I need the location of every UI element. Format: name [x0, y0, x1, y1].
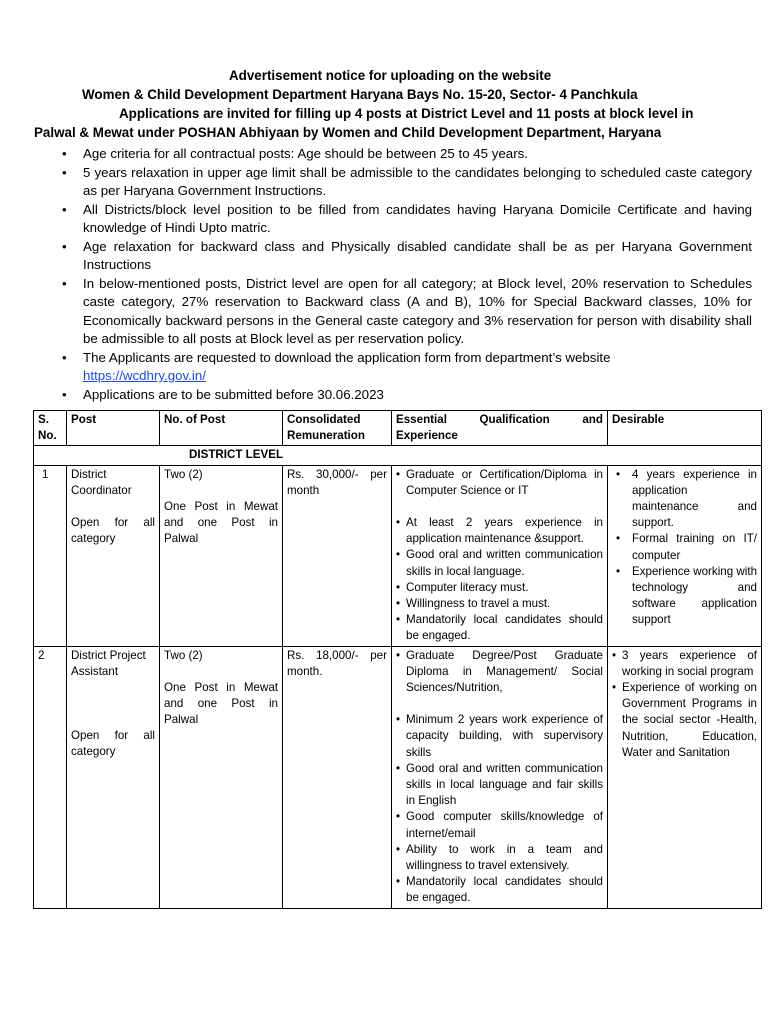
row-essential-qualification: • Graduate or Certification/Diploma in Computer Science or IT • At least 2 years experience in application maintenance &support. • Good oral and written communication skills in local language. • Computer literacy must. • Willingness to travel a must. • Mandatorily local candidates should be engaged.: [392, 465, 608, 646]
row-number-of-posts: Two (2) One Post in Mewat and one Post in Palwal: [160, 646, 283, 908]
section-row: [34, 446, 762, 465]
header-remuneration: Consolidated Remuneration: [283, 411, 392, 446]
row-post: District Coordinator Open for all category: [67, 465, 160, 646]
criteria-item: • 5 years relaxation in upper age limit shall be admissible to the candidates belonging to scheduled caste category as per Haryana Government Instructions.: [62, 164, 752, 201]
posts-table: [33, 410, 762, 909]
header-desirable: Desirable: [608, 411, 762, 446]
website-link[interactable]: https://wcdhry.gov.in/: [83, 368, 206, 383]
table-header-row: [34, 411, 762, 446]
header-sno: S. No.: [34, 411, 67, 446]
criteria-item: • Age relaxation for backward class and Physically disabled candidate shall be as per Haryana Government Instructions: [62, 238, 752, 275]
header-post: Post: [67, 411, 160, 446]
table-row: [34, 646, 762, 908]
row-desirable: • 4 years experience in application maintenance and support. • Formal training on IT/ computer • Experience working with technology and software application support: [608, 465, 762, 646]
header-qualification: Essential Qualification and Experience: [392, 411, 608, 446]
notice-headline-line2: Palwal & Mewat under POSHAN Abhiyaan by Women and Child Development Department, Haryana: [34, 125, 662, 140]
criteria-item: • All Districts/block level position to be filled from candidates having Haryana Domicile Certificate and having knowledge of Hindi Upto matric.: [62, 201, 752, 238]
criteria-list: [62, 145, 752, 404]
criteria-item: • In below-mentioned posts, District level are open for all category; at Block level, 20% reservation to Schedules caste category, 27% reservation to Backward class (A and B), 10% for Special Backward classes, 10% for Economically backward persons in the General caste category and 3% reservation for person with disability shall be admissible to all posts at Block level as per reservation policy.: [62, 275, 752, 349]
row-post: District Project Assistant Open for all category: [67, 646, 160, 908]
row-remuneration: Rs. 18,000/- per month.: [283, 646, 392, 908]
header-number-of-posts: No. of Post: [160, 411, 283, 446]
row-essential-qualification: • Graduate Degree/Post Graduate Diploma in Management/ Social Sciences/Nutrition, • Minimum 2 years work experience of capacity building, with supervisory skills • Good oral and written communication skills in local language and fair skills in English • Good computer skills/knowledge of internet/email • Ability to work in a team and willingness to travel extensively. • Mandatorily local candidates should be engaged.: [392, 646, 608, 908]
row-desirable: • 3 years experience of working in social program • Experience of working on Government Programs in the social sector -Health, Nutrition, Education, Water and Sanitation: [608, 646, 762, 908]
row-remuneration: Rs. 30,000/- per month: [283, 465, 392, 646]
department-address: Women & Child Development Department Haryana Bays No. 15-20, Sector- 4 Panchkula: [82, 87, 638, 102]
notice-title: Advertisement notice for uploading on the website: [229, 68, 552, 83]
section-title: DISTRICT LEVEL: [34, 446, 762, 465]
download-text: The Applicants are requested to download the application form from department’s website: [83, 349, 611, 365]
download-instruction: [62, 349, 752, 386]
table-row: [34, 465, 762, 646]
notice-headline-line1: Applications are invited for filling up 4 posts at District Level and 11 posts at block level in: [119, 106, 694, 121]
row-sno: 1: [34, 465, 67, 646]
deadline-item: • Applications are to be submitted before 30.06.2023: [62, 386, 752, 405]
row-sno: 2: [34, 646, 67, 908]
row-number-of-posts: Two (2) One Post in Mewat and one Post in Palwal: [160, 465, 283, 646]
criteria-item: • Age criteria for all contractual posts: Age should be between 25 to 45 years.: [62, 145, 752, 164]
